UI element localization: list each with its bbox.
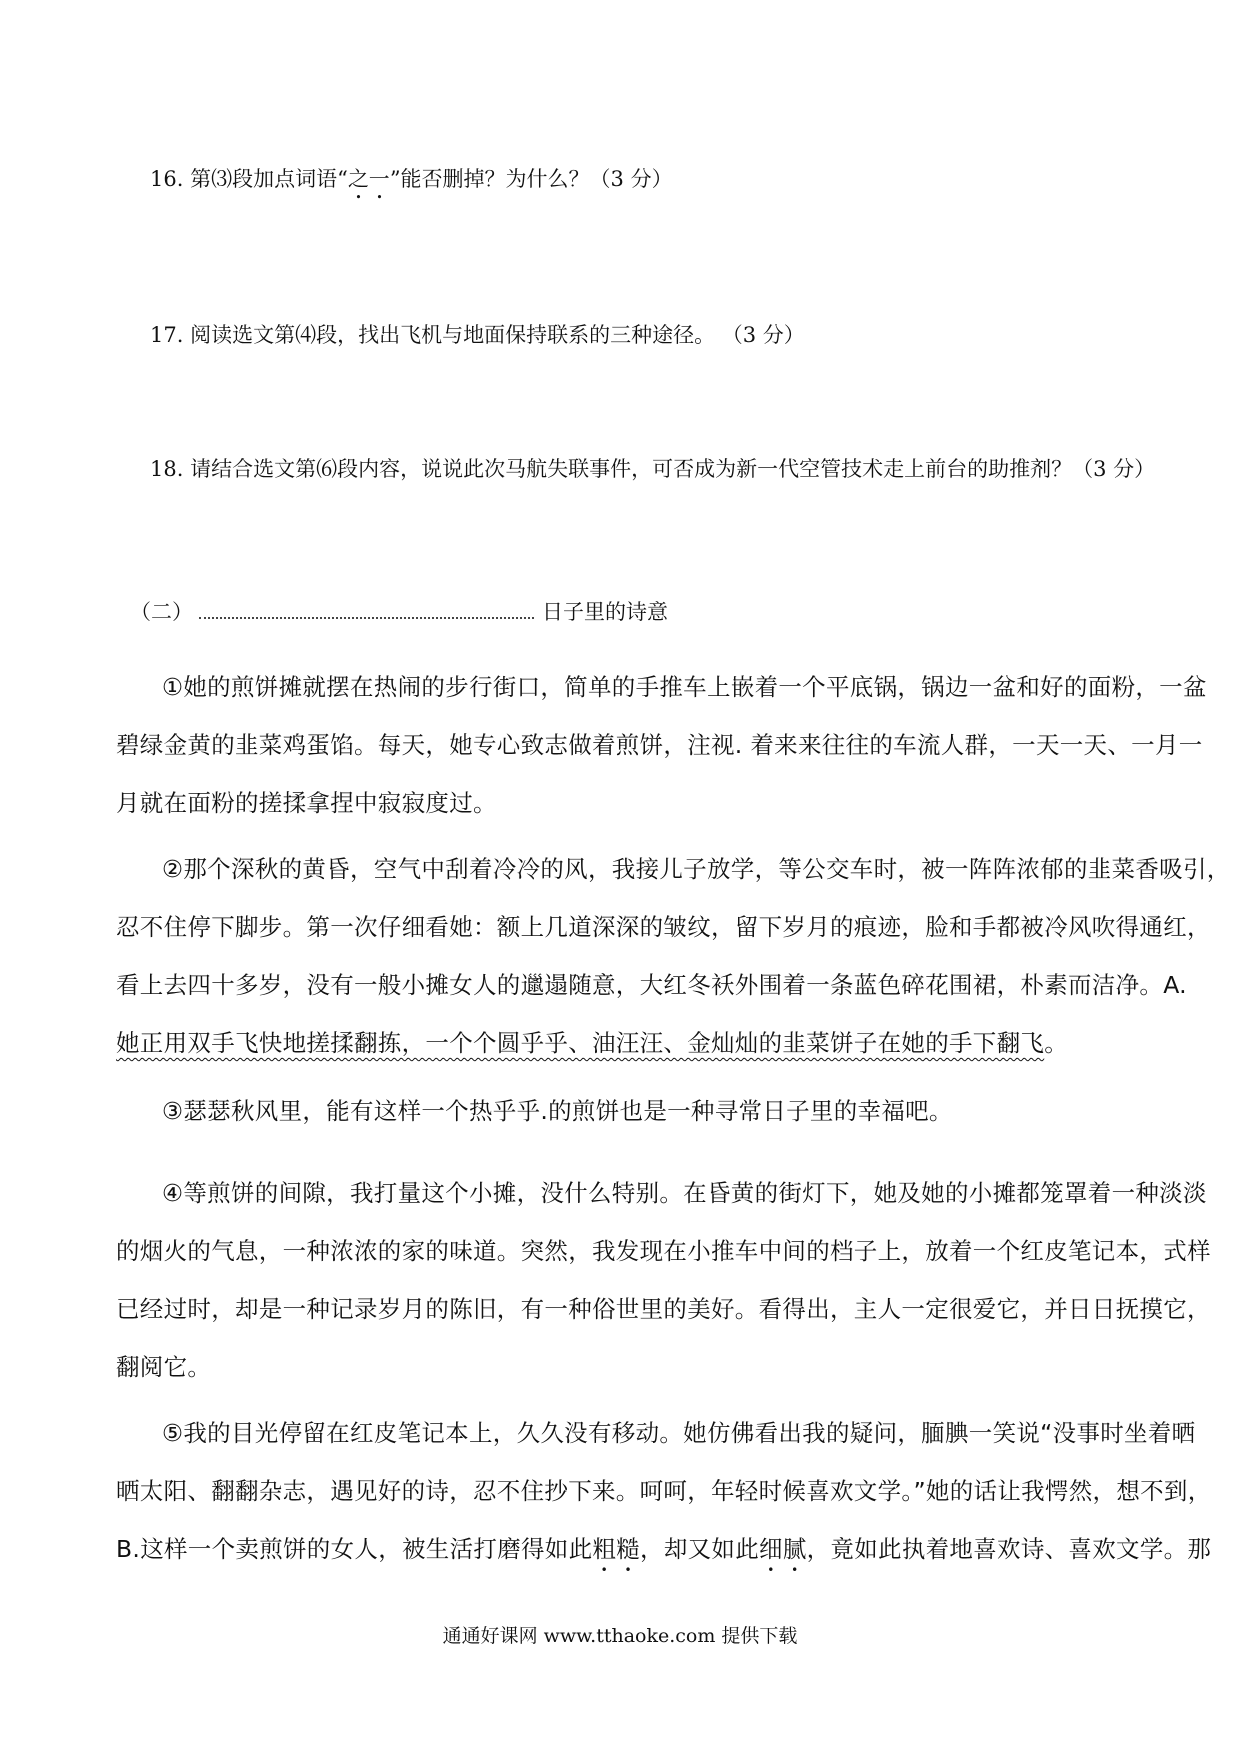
paragraph-line: 月就在面粉的搓揉拿捏中寂寂度过。 xyxy=(116,789,497,817)
section-heading xyxy=(130,597,668,627)
paragraph-2 xyxy=(116,840,1231,1072)
title-blank xyxy=(199,607,534,619)
paragraph-line: 看上去四十多岁，没有一般小摊女人的邋遢随意，大红冬袄外围着一条蓝色碎花围裙，朴素而洁净。A. xyxy=(116,971,1187,999)
dotted-word-2: 细腻 xyxy=(759,1535,807,1563)
line-mid: ，却又如此 xyxy=(640,1535,760,1563)
underlined-sentence-a: 她正用双手飞快地搓揉翻拣，一个个圆乎乎、油汪汪、金灿灿的韭菜饼子在她的手下翻飞 xyxy=(116,1029,1045,1057)
section-label: （二） xyxy=(130,600,193,624)
line-pre: B.这样一个卖煎饼的女人，被生活打磨得如此 xyxy=(116,1535,593,1563)
paragraph-line xyxy=(116,1014,1126,1072)
paragraph-line: 晒太阳、翻翻杂志，遇见好的诗，忍不住抄下来。呵呵，年轻时候喜欢文学。”她的话让我愕然，想不到， xyxy=(116,1477,1212,1505)
dotted-word-1: 粗糙 xyxy=(592,1535,641,1563)
paragraph-line: 的烟火的气息，一种浓浓的家的味道。突然，我发现在小推车中间的档子上，放着一个红皮笔记本，式样 xyxy=(116,1237,1211,1265)
paragraph-line: 翻阅它。 xyxy=(116,1353,212,1381)
paragraph-5 xyxy=(116,1404,1212,1578)
question-16-pre: 16. 第⑶段加点词语“ xyxy=(150,167,348,191)
paragraph-3 xyxy=(116,1082,1126,1140)
paragraph-line: 忍不住停下脚步。第一次仔细看她：额上几道深深的皱纹，留下岁月的痕迹，脸和手都被冷风吹得通红， xyxy=(116,913,1211,941)
line-post: ，竟如此执着地喜欢诗、喜欢文学。那 xyxy=(806,1535,1212,1563)
paragraph-line: ⑤我的目光停留在红皮笔记本上，久久没有移动。她仿佛看出我的疑问，腼腆一笑说“没事时坐着晒 xyxy=(162,1419,1196,1447)
question-16-post: ”能否删掉？为什么？（3 分） xyxy=(389,167,673,191)
paragraph-line: 碧绿金黄的韭菜鸡蛋馅。每天，她专心致志做着煎饼，注视. 着来来往往的车流人群，一天一天、一月一 xyxy=(116,731,1203,759)
paragraph-line: ②那个深秋的黄昏，空气中刮着冷冷的风，我接儿子放学，等公交车时，被一阵阵浓郁的韭菜香吸引， xyxy=(162,855,1231,883)
question-16 xyxy=(150,164,673,204)
paragraph-line: ③瑟瑟秋风里，能有这样一个热乎乎.的煎饼也是一种寻常日子里的幸福吧。 xyxy=(162,1097,953,1125)
question-17: 17. 阅读选文第⑷段，找出飞机与地面保持联系的三种途径。 （3 分） xyxy=(150,323,805,347)
paragraph-line: 已经过时，却是一种记录岁月的陈旧，有一种俗世里的美好。看得出，主人一定很爱它，并日日抚摸它， xyxy=(116,1295,1211,1323)
paragraph-line: ①她的煎饼摊就摆在热闹的步行街口，简单的手推车上嵌着一个平底锅，锅边一盆和好的面粉，一盆 xyxy=(162,673,1207,701)
paragraph-line xyxy=(116,1520,1212,1578)
paragraph-1 xyxy=(116,658,1207,832)
question-16-dotted-word: 之一 xyxy=(347,167,390,191)
section-title: 日子里的诗意 xyxy=(542,600,668,624)
page-footer: 通通好课网 www.tthaoke.com 提供下载 xyxy=(442,1625,798,1647)
paragraph-4 xyxy=(116,1164,1211,1396)
question-18: 18. 请结合选文第⑹段内容，说说此次马航失联事件，可否成为新一代空管技术走上前台的助推剂？（3 分） xyxy=(150,457,1156,481)
paragraph-line: ④等煎饼的间隙，我打量这个小摊，没什么特别。在昏黄的街灯下，她及她的小摊都笼罩着一种淡淡 xyxy=(162,1179,1207,1207)
paragraph-line-end: 。 xyxy=(1044,1029,1069,1057)
